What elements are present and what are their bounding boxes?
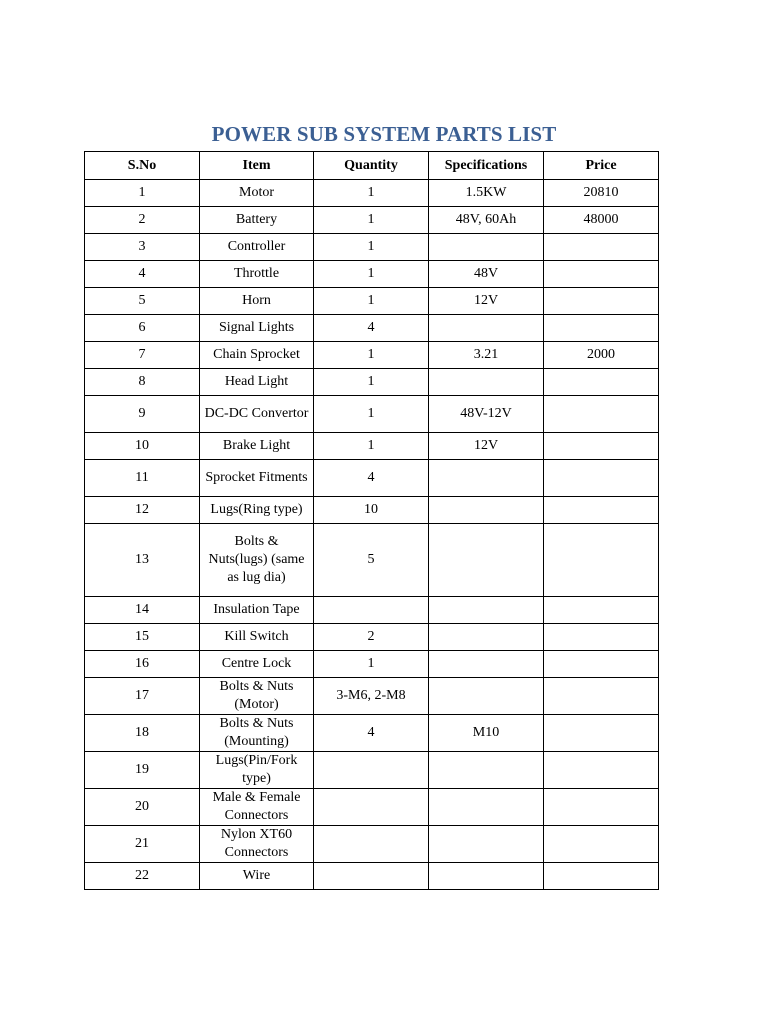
cell-quantity: 1 xyxy=(314,396,429,433)
cell-price xyxy=(544,234,659,261)
parts-table xyxy=(84,151,659,890)
cell-price xyxy=(544,433,659,460)
cell-item: Nylon XT60 Connectors xyxy=(200,826,314,863)
cell-item: DC-DC Convertor xyxy=(200,396,314,433)
cell-price xyxy=(544,826,659,863)
cell-item: Chain Sprocket xyxy=(200,342,314,369)
cell-specifications: 48V xyxy=(429,261,544,288)
cell-sno: 4 xyxy=(85,261,200,288)
header-quantity: Quantity xyxy=(314,152,429,180)
cell-item: Bolts & Nuts (Mounting) xyxy=(200,715,314,752)
cell-price xyxy=(544,524,659,597)
cell-quantity: 2 xyxy=(314,624,429,651)
cell-specifications: 12V xyxy=(429,288,544,315)
cell-price xyxy=(544,597,659,624)
cell-item: Bolts & Nuts (Motor) xyxy=(200,678,314,715)
cell-specifications xyxy=(429,597,544,624)
table-row xyxy=(85,342,659,369)
cell-quantity xyxy=(314,752,429,789)
cell-specifications: 48V-12V xyxy=(429,396,544,433)
cell-item: Signal Lights xyxy=(200,315,314,342)
cell-sno: 6 xyxy=(85,315,200,342)
cell-price xyxy=(544,315,659,342)
cell-specifications xyxy=(429,863,544,890)
cell-price xyxy=(544,863,659,890)
table-row xyxy=(85,678,659,715)
header-item: Item xyxy=(200,152,314,180)
table-row xyxy=(85,288,659,315)
cell-quantity: 1 xyxy=(314,433,429,460)
cell-quantity: 4 xyxy=(314,715,429,752)
cell-quantity xyxy=(314,863,429,890)
cell-price xyxy=(544,752,659,789)
cell-quantity: 4 xyxy=(314,460,429,497)
cell-price xyxy=(544,678,659,715)
table-row xyxy=(85,715,659,752)
cell-quantity: 1 xyxy=(314,234,429,261)
table-row xyxy=(85,234,659,261)
table-row xyxy=(85,396,659,433)
cell-quantity: 1 xyxy=(314,651,429,678)
cell-specifications xyxy=(429,497,544,524)
cell-specifications xyxy=(429,315,544,342)
table-row xyxy=(85,460,659,497)
cell-quantity: 5 xyxy=(314,524,429,597)
cell-sno: 17 xyxy=(85,678,200,715)
cell-item: Male & Female Connectors xyxy=(200,789,314,826)
cell-price xyxy=(544,624,659,651)
table-row xyxy=(85,597,659,624)
table-row xyxy=(85,369,659,396)
cell-specifications: 3.21 xyxy=(429,342,544,369)
cell-item: Head Light xyxy=(200,369,314,396)
cell-sno: 20 xyxy=(85,789,200,826)
page-title: POWER SUB SYSTEM PARTS LIST xyxy=(211,122,557,146)
cell-quantity: 1 xyxy=(314,180,429,207)
cell-quantity: 10 xyxy=(314,497,429,524)
cell-price: 2000 xyxy=(544,342,659,369)
cell-item: Motor xyxy=(200,180,314,207)
table-row xyxy=(85,261,659,288)
cell-item: Lugs(Pin/Fork type) xyxy=(200,752,314,789)
table-row xyxy=(85,433,659,460)
cell-specifications xyxy=(429,678,544,715)
cell-item: Sprocket Fitments xyxy=(200,460,314,497)
cell-quantity: 1 xyxy=(314,207,429,234)
cell-item: Battery xyxy=(200,207,314,234)
cell-sno: 14 xyxy=(85,597,200,624)
cell-price xyxy=(544,715,659,752)
cell-item: Insulation Tape xyxy=(200,597,314,624)
cell-item: Throttle xyxy=(200,261,314,288)
cell-quantity xyxy=(314,826,429,863)
cell-sno: 21 xyxy=(85,826,200,863)
cell-price: 48000 xyxy=(544,207,659,234)
cell-price xyxy=(544,261,659,288)
cell-price xyxy=(544,288,659,315)
cell-item: Horn xyxy=(200,288,314,315)
cell-sno: 9 xyxy=(85,396,200,433)
cell-item: Controller xyxy=(200,234,314,261)
table-row xyxy=(85,789,659,826)
cell-specifications xyxy=(429,624,544,651)
cell-quantity: 3-M6, 2-M8 xyxy=(314,678,429,715)
cell-sno: 13 xyxy=(85,524,200,597)
cell-quantity: 1 xyxy=(314,261,429,288)
cell-sno: 10 xyxy=(85,433,200,460)
table-row xyxy=(85,207,659,234)
header-sno: S.No xyxy=(85,152,200,180)
cell-sno: 3 xyxy=(85,234,200,261)
cell-sno: 22 xyxy=(85,863,200,890)
cell-quantity: 1 xyxy=(314,369,429,396)
header-specifications: Specifications xyxy=(429,152,544,180)
cell-specifications xyxy=(429,752,544,789)
table-row xyxy=(85,826,659,863)
cell-specifications: 12V xyxy=(429,433,544,460)
cell-item: Bolts & Nuts(lugs) (same as lug dia) xyxy=(200,524,314,597)
cell-specifications: 1.5KW xyxy=(429,180,544,207)
table-header-row xyxy=(85,152,659,180)
cell-sno: 16 xyxy=(85,651,200,678)
cell-price xyxy=(544,651,659,678)
cell-item: Brake Light xyxy=(200,433,314,460)
cell-specifications xyxy=(429,826,544,863)
cell-sno: 11 xyxy=(85,460,200,497)
cell-price xyxy=(544,369,659,396)
cell-sno: 18 xyxy=(85,715,200,752)
cell-sno: 19 xyxy=(85,752,200,789)
cell-price: 20810 xyxy=(544,180,659,207)
cell-specifications: M10 xyxy=(429,715,544,752)
cell-sno: 7 xyxy=(85,342,200,369)
cell-item: Kill Switch xyxy=(200,624,314,651)
table-row xyxy=(85,524,659,597)
cell-specifications xyxy=(429,524,544,597)
table-row xyxy=(85,315,659,342)
cell-quantity xyxy=(314,789,429,826)
header-price: Price xyxy=(544,152,659,180)
table-row xyxy=(85,752,659,789)
cell-quantity xyxy=(314,597,429,624)
cell-quantity: 1 xyxy=(314,342,429,369)
cell-specifications xyxy=(429,789,544,826)
cell-sno: 2 xyxy=(85,207,200,234)
cell-sno: 1 xyxy=(85,180,200,207)
cell-sno: 12 xyxy=(85,497,200,524)
cell-price xyxy=(544,789,659,826)
cell-specifications xyxy=(429,651,544,678)
cell-price xyxy=(544,460,659,497)
cell-specifications xyxy=(429,234,544,261)
cell-quantity: 4 xyxy=(314,315,429,342)
table-row xyxy=(85,180,659,207)
cell-specifications xyxy=(429,369,544,396)
cell-price xyxy=(544,497,659,524)
cell-specifications xyxy=(429,460,544,497)
cell-item: Lugs(Ring type) xyxy=(200,497,314,524)
cell-sno: 8 xyxy=(85,369,200,396)
table-row xyxy=(85,624,659,651)
cell-item: Centre Lock xyxy=(200,651,314,678)
cell-specifications: 48V, 60Ah xyxy=(429,207,544,234)
cell-item: Wire xyxy=(200,863,314,890)
table-row xyxy=(85,863,659,890)
table-row xyxy=(85,651,659,678)
cell-sno: 15 xyxy=(85,624,200,651)
cell-quantity: 1 xyxy=(314,288,429,315)
table-row xyxy=(85,497,659,524)
cell-price xyxy=(544,396,659,433)
cell-sno: 5 xyxy=(85,288,200,315)
